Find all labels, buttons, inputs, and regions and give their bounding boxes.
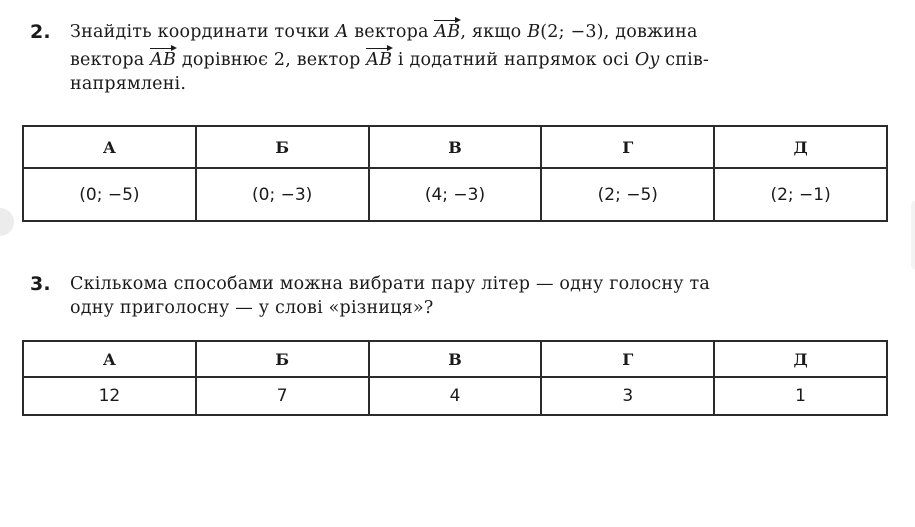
answer-option-a-header: А xyxy=(23,126,196,168)
answer-option-v-value: 4 xyxy=(369,377,542,415)
problem-3-statement xyxy=(30,272,895,320)
answer-option-g-header: Г xyxy=(541,341,714,377)
problem-2 xyxy=(30,20,895,96)
answer-option-g-value: (2; −5) xyxy=(541,168,714,221)
vector-ab-symbol: AB xyxy=(434,22,461,42)
vector-ab-symbol: AB xyxy=(366,50,393,70)
answer-option-a-value: (0; −5) xyxy=(23,168,196,221)
problem-2-number: 2. xyxy=(30,21,51,43)
problem-3-answer-table xyxy=(22,340,888,416)
problem-3-line-1: Скількома способами можна вибрати пару літер — одну голосну та xyxy=(70,274,711,294)
answer-option-b-header: Б xyxy=(196,341,369,377)
problem-2-line-1: Знайдіть координати точки A вектора AB, якщо B(2; −3), довжина xyxy=(70,22,698,42)
point-a-label: A xyxy=(335,22,349,42)
answer-value-row xyxy=(23,377,887,415)
point-b-label: B xyxy=(527,22,541,42)
problem-3-number: 3. xyxy=(30,273,51,295)
answer-option-a-header: А xyxy=(23,341,196,377)
answer-header-row xyxy=(23,341,887,377)
answer-option-d-value: 1 xyxy=(714,377,887,415)
vector-ab-symbol: AB xyxy=(150,50,177,70)
answer-option-a-value: 12 xyxy=(23,377,196,415)
answer-option-g-value: 3 xyxy=(541,377,714,415)
problem-2-line-3: напрямлені. xyxy=(70,74,187,94)
problem-3 xyxy=(30,272,895,320)
problem-3-line-2: одну приголосну — у слові «різниця»? xyxy=(70,298,434,318)
answer-option-b-header: Б xyxy=(196,126,369,168)
left-edge-shadow xyxy=(0,208,14,236)
axis-oy-label: Oy xyxy=(634,50,660,70)
answer-option-g-header: Г xyxy=(541,126,714,168)
answer-option-d-header: Д xyxy=(714,341,887,377)
answer-option-d-header: Д xyxy=(714,126,887,168)
point-b-coords: (2; −3) xyxy=(540,22,604,42)
answer-option-d-value: (2; −1) xyxy=(714,168,887,221)
answer-header-row xyxy=(23,126,887,168)
problem-2-line-2: вектора AB дорівнює 2, вектор AB і додатний напрямок осі Oy спів- xyxy=(70,50,710,70)
answer-option-v-header: В xyxy=(369,341,542,377)
answer-option-v-header: В xyxy=(369,126,542,168)
problem-2-statement xyxy=(30,20,895,96)
answer-value-row xyxy=(23,168,887,221)
problem-2-answer-table xyxy=(22,125,888,222)
answer-option-v-value: (4; −3) xyxy=(369,168,542,221)
answer-option-b-value: 7 xyxy=(196,377,369,415)
answer-option-b-value: (0; −3) xyxy=(196,168,369,221)
right-edge-shadow xyxy=(911,200,915,270)
